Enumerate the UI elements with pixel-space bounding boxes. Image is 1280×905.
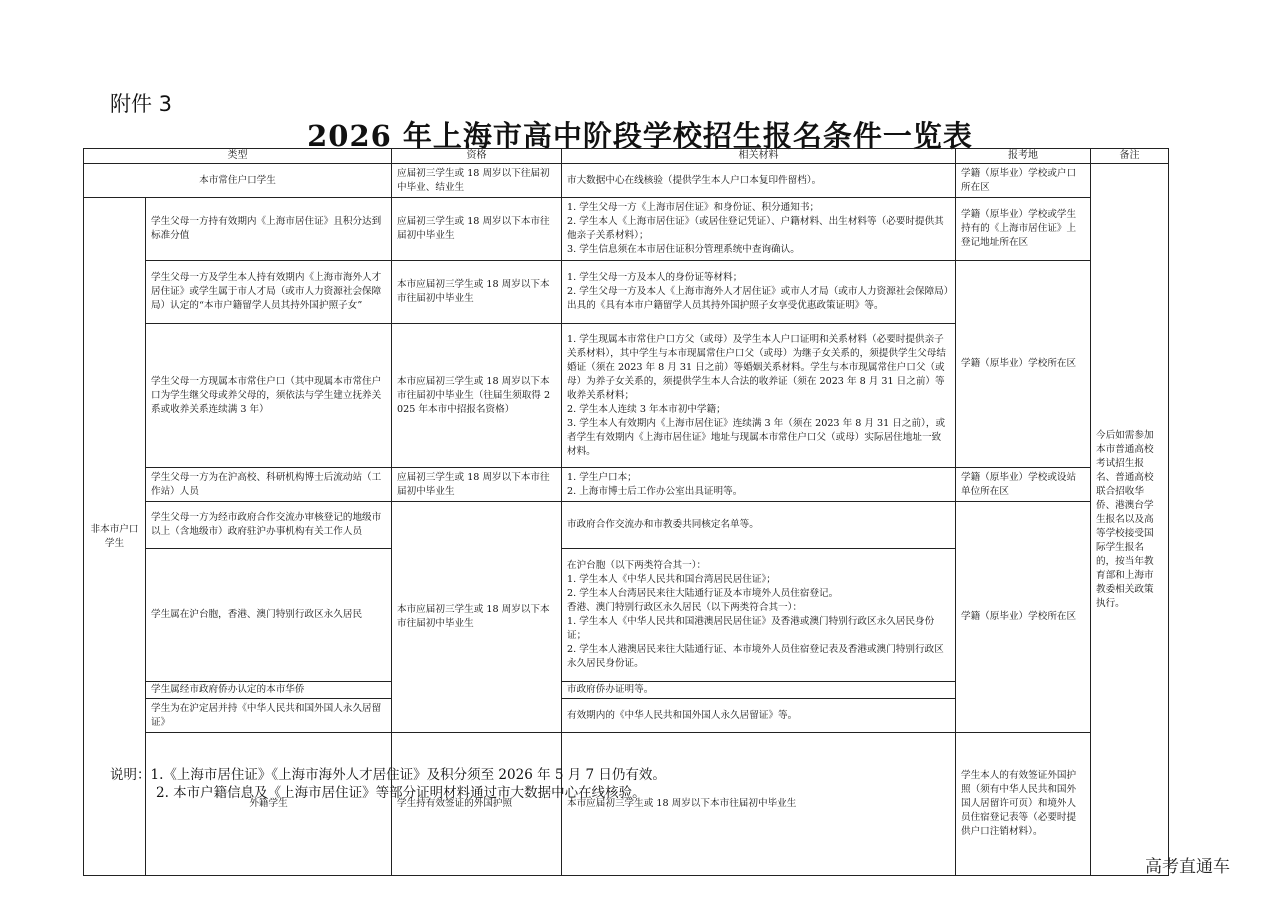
type-cell: 本市常住户口学生	[84, 164, 392, 198]
qualification-cell: 应届初三学生或 18 周岁以下本市往届初中毕业生	[392, 468, 562, 502]
materials-cell: 有效期内的《中华人民共和国外国人永久居留证》等。	[562, 699, 956, 733]
materials-cell: 学生本人的有效签证外国护照（须有中华人民共和国外国人居留许可页）和境外人员住宿登记表等（必要时提供户口注销材料）。	[956, 733, 1091, 876]
notes	[110, 766, 666, 802]
type-cell: 学生为在沪定居并持《中华人民共和国外国人永久居留证》	[146, 699, 392, 733]
remarks-cell: 今后如需参加本市普通高校考试招生报名、普通高校联合招收华侨、港澳台学生报名以及高等学校接受国际学生报名的，按当年教育部和上海市教委相关政策执行。	[1091, 164, 1169, 876]
table-row	[84, 468, 1169, 502]
materials-line: 香港、澳门特别行政区永久居民（以下两类符合其一）：	[567, 602, 803, 613]
type-cell: 学生父母一方现属本市常住户口（其中现属本市常住户口为学生继父母或养父母的，须依法与学生建立抚养关系或收养关系连续满 3 年）	[146, 324, 392, 468]
document-title: 2026 年上海市高中阶段学校招生报名条件一览表	[307, 119, 973, 153]
header-qualification: 资格	[392, 149, 562, 164]
attachment-label: 附件 3	[110, 92, 173, 116]
qualification-cell: 本市应届初三学生或 18 周岁以下本市往届初中毕业生（往届生须取得 2025 年本市中招报名资格）	[392, 324, 562, 468]
materials-cell	[562, 198, 956, 261]
exam-location-cell: 学籍（原毕业）学校所在区	[956, 502, 1091, 733]
materials-cell: 市大数据中心在线核验（提供学生本人户口本复印件留档）。	[562, 164, 956, 198]
header-remarks: 备注	[1091, 149, 1169, 164]
materials-line: 2. 学生本人连续 3 年本市初中学籍；	[567, 403, 726, 415]
materials-line: 1. 学生父母一方《上海市居住证》和身份证、积分通知书；	[567, 202, 820, 213]
materials-line: 1. 学生户口本；	[567, 471, 637, 483]
qualification-cell: 应届初三学生或 18 周岁以下本市往届初中毕业生	[392, 198, 562, 261]
type-cell: 学生父母一方为经市政府合作交流办审核登记的地级市以上（含地级市）政府驻沪办事机构有关工作人员	[146, 502, 392, 549]
note-line-1: 说明：1.《上海市居住证》《上海市海外人才居住证》及积分须至 2026 年 5 月 7 日仍有效。	[110, 767, 666, 783]
materials-line: 1. 学生本人《中华人民共和国台湾居民居住证》；	[567, 574, 776, 585]
materials-line: 2. 学生本人港澳居民来往大陆通行证、本市境外人员住宿登记表及香港或澳门特别行政区永久居民身份证。	[567, 644, 944, 669]
exam-location-cell: 学籍（原毕业）学校或户口所在区	[956, 164, 1091, 198]
materials-line: 在沪台胞（以下两类符合其一）：	[567, 560, 707, 571]
note-line-2: 2. 本市户籍信息及《上海市居住证》等部分证明材料通过市大数据中心在线核验。	[156, 785, 646, 801]
table-row	[84, 198, 1169, 261]
exam-location-cell: 学籍（原毕业）学校或设站单位所在区	[956, 468, 1091, 502]
exam-location-cell: 学籍（原毕业）学校或学生持有的《上海市居住证》上登记地址所在区	[956, 198, 1091, 261]
group-cell-foreign: 外籍学生	[146, 733, 392, 876]
type-cell: 学生持有效签证的外国护照	[392, 733, 562, 876]
materials-line: 2. 学生父母一方及本人《上海市海外人才居住证》或市人才局（或市人力资源社会保障局）出具的《具有本市户籍留学人员其持外国护照子女享受优惠政策证明》等。	[567, 286, 949, 311]
type-cell: 学生父母一方为在沪高校、科研机构博士后流动站（工作站）人员	[146, 468, 392, 502]
header-type: 类型	[84, 149, 392, 164]
qualification-cell: 本市应届初三学生或 18 周岁以下本市往届初中毕业生	[392, 502, 562, 733]
materials-line: 1. 学生本人《中华人民共和国港澳居民居住证》及香港或澳门特别行政区永久居民身份证；	[567, 616, 935, 641]
header-exam-location: 报考地	[956, 149, 1091, 164]
table-header-row	[84, 149, 1169, 164]
materials-line: 3. 学生本人有效期内《上海市居住证》连续满 3 年（须在 2023 年 8 月 31 日之前），或者学生有效期内《上海市居住证》地址与现属本市常住户口父（或母）实际居住地址一致材料。	[567, 417, 946, 457]
materials-cell	[562, 261, 956, 324]
watermark: 高考直通车	[1145, 857, 1230, 877]
materials-line: 2. 学生本人台湾居民来往大陆通行证及本市境外人员住宿登记。	[567, 588, 839, 599]
qualification-cell: 应届初三学生或 18 周岁以下往届初中毕业、结业生	[392, 164, 562, 198]
table-row	[84, 261, 1169, 324]
type-cell: 学生父母一方持有效期内《上海市居住证》且积分达到标准分值	[146, 198, 392, 261]
type-cell: 学生属在沪台胞，香港、澳门特别行政区永久居民	[146, 549, 392, 682]
table-row	[84, 164, 1169, 198]
materials-line: 2. 学生本人《上海市居住证》（或居住登记凭证）、户籍材料、出生材料等（必要时提供其他亲子关系材料）；	[567, 216, 944, 241]
materials-cell	[562, 324, 956, 468]
materials-cell: 市政府合作交流办和市教委共同核定名单等。	[562, 502, 956, 549]
table-row	[84, 733, 1169, 876]
materials-cell	[562, 468, 956, 502]
materials-line: 1. 学生父母一方及本人的身份证等材料；	[567, 272, 743, 283]
header-materials: 相关材料	[562, 149, 956, 164]
group-cell-nonlocal: 非本市户口学生	[84, 198, 146, 876]
materials-line: 3. 学生信息须在本市居住证积分管理系统中查询确认。	[567, 244, 800, 255]
qualification-cell: 本市应届初三学生或 18 周岁以下本市往届初中毕业生	[562, 733, 956, 876]
type-cell: 学生属经市政府侨办认定的本市华侨	[146, 682, 392, 699]
type-cell: 学生父母一方及学生本人持有效期内《上海市海外人才居住证》或学生属于市人才局（或市人力资源社会保障局）认定的“本市户籍留学人员其持外国护照子女”	[146, 261, 392, 324]
materials-line: 2. 上海市博士后工作办公室出具证明等。	[567, 485, 743, 497]
materials-cell: 市政府侨办证明等。	[562, 682, 956, 699]
table-row	[84, 502, 1169, 549]
materials-line: 1. 学生现属本市常住户口方父（或母）及学生本人户口证明和关系材料（必要时提供亲子关系材料），其中学生与本市现属常住户口父（或母）为继子女关系的，须提供学生父母结婚证（须在 2023 年 8 月 31 日之前）等婚姻关系材料。学生与本市现属常住户口父（或母）为养子女关系的，须提供学生本人合法的收养证（须在 2023 年 8 月 31 日之前）等收养关系材料；	[567, 333, 946, 401]
qualification-cell: 本市应届初三学生或 18 周岁以下本市往届初中毕业生	[392, 261, 562, 324]
exam-location-cell: 学籍（原毕业）学校所在区	[956, 261, 1091, 468]
materials-cell	[562, 549, 956, 682]
